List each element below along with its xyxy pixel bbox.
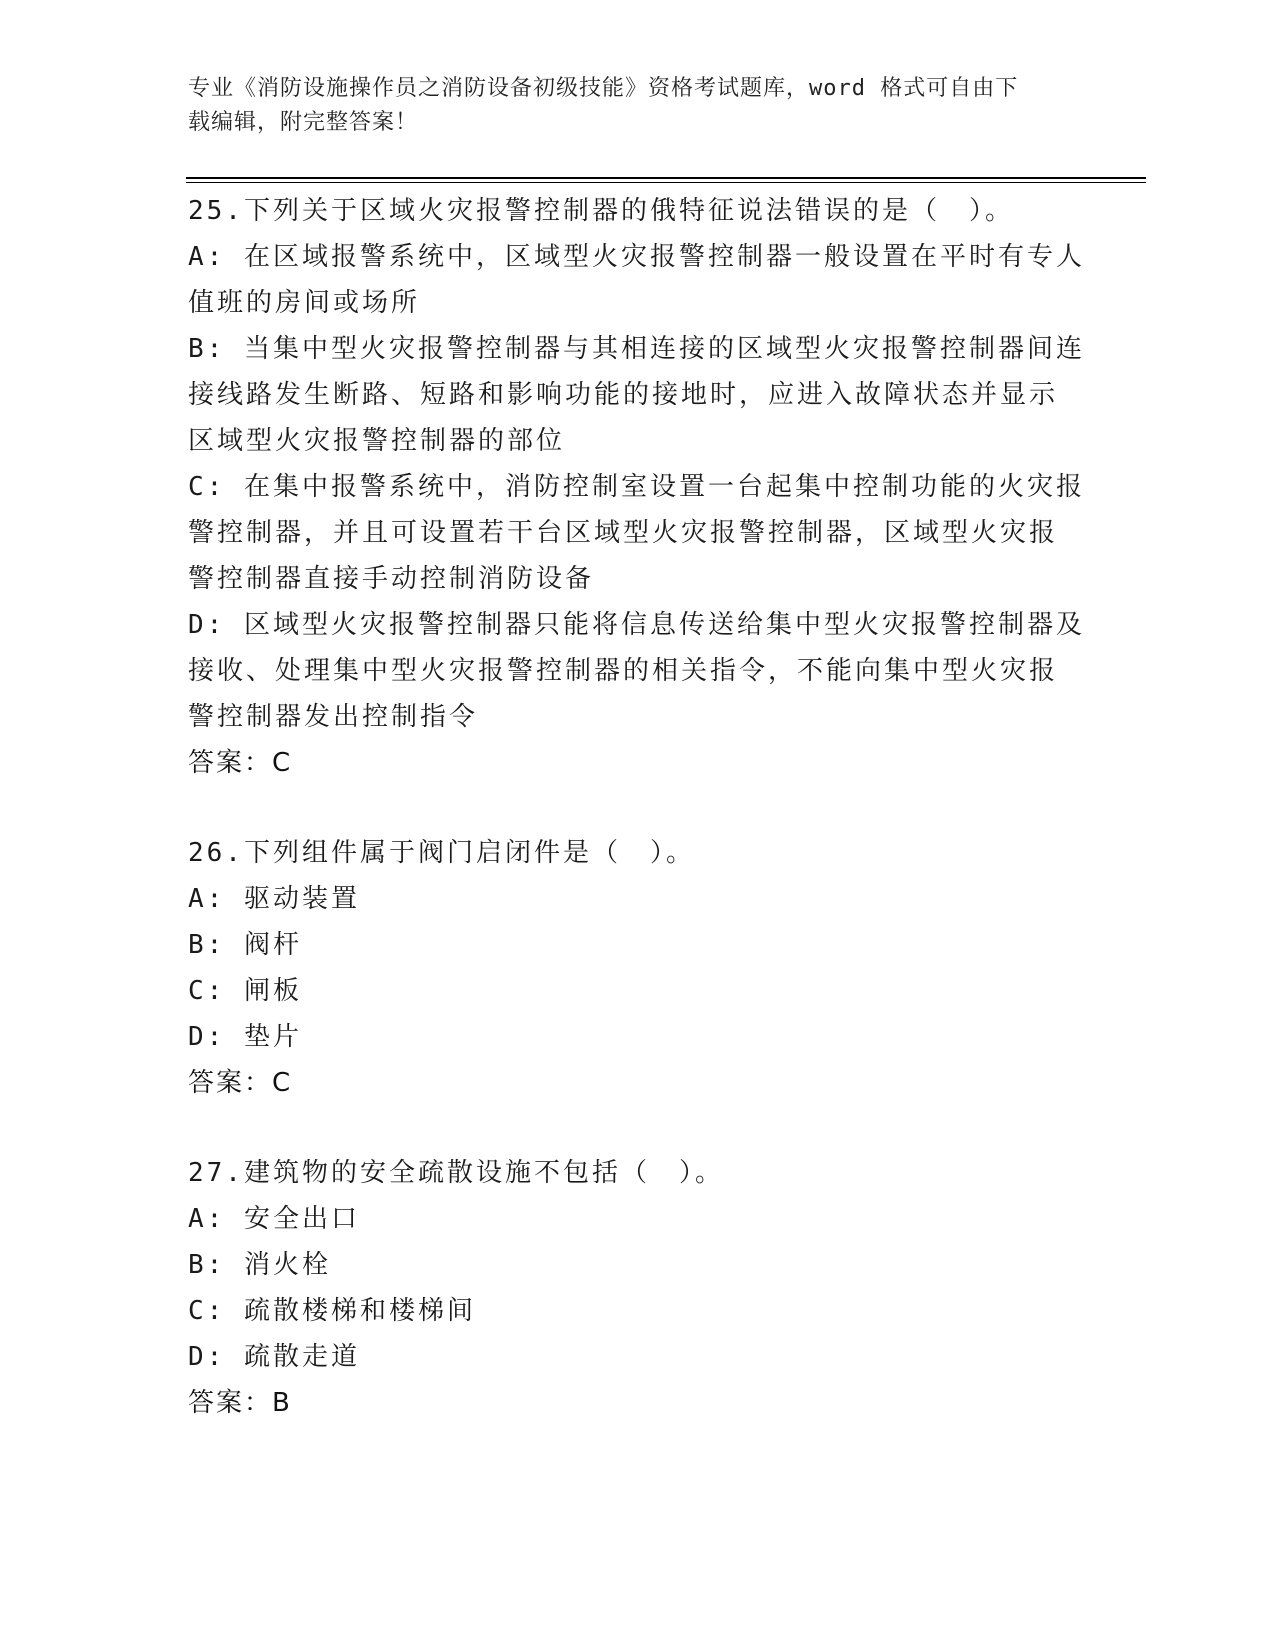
option-line: A: 在区域报警系统中，区域型火灾报警控制器一般设置在平时有专人 — [188, 242, 1085, 272]
option-line: 警控制器，并且可设置若干台区域型火灾报警控制器，区域型火灾报 — [188, 518, 1059, 548]
option-line: 值班的房间或场所 — [188, 288, 421, 318]
option-c: C: 闸板 — [188, 976, 302, 1006]
question-25 — [188, 188, 1088, 786]
option-line: B: 当集中型火灾报警控制器与其相连接的区域型火灾报警控制器间连 — [188, 334, 1085, 364]
question-stem: 26.下列组件属于阀门启闭件是（ ）。 — [188, 838, 695, 868]
answer-label: 答案：C — [188, 1068, 293, 1098]
option-c: C: 疏散楼梯和楼梯间 — [188, 1296, 476, 1326]
answer-label: 答案：B — [188, 1388, 292, 1418]
option-d: D: 疏散走道 — [188, 1342, 360, 1372]
header-line-2: 载编辑，附完整答案！ — [188, 110, 419, 135]
option-line: 区域型火灾报警控制器的部位 — [188, 426, 566, 456]
option-c — [188, 464, 1088, 602]
option-line: 接线路发生断路、短路和影响功能的接地时，应进入故障状态并显示 — [188, 380, 1059, 410]
option-d: D: 垫片 — [188, 1022, 302, 1052]
option-line: C: 在集中报警系统中，消防控制室设置一台起集中控制功能的火灾报 — [188, 472, 1085, 502]
question-stem: 25.下列关于区域火灾报警控制器的俄特征说法错误的是（ ）。 — [188, 196, 1014, 226]
header-divider-thick — [186, 177, 1146, 179]
question-list — [188, 188, 1088, 1470]
option-line: 接收、处理集中型火灾报警控制器的相关指令，不能向集中型火灾报 — [188, 656, 1059, 686]
option-line: D: 区域型火灾报警控制器只能将信息传送给集中型火灾报警控制器及 — [188, 610, 1085, 640]
header-divider-thin — [186, 182, 1146, 183]
option-b: B: 阀杆 — [188, 930, 302, 960]
option-a: A: 安全出口 — [188, 1204, 360, 1234]
option-a: A: 驱动装置 — [188, 884, 360, 914]
option-b — [188, 326, 1088, 464]
option-b: B: 消火栓 — [188, 1250, 331, 1280]
option-a — [188, 234, 1088, 326]
option-line: 警控制器发出控制指令 — [188, 702, 479, 732]
question-26 — [188, 830, 1088, 1106]
header-line-1: 专业《消防设施操作员之消防设备初级技能》资格考试题库，word 格式可自由下 — [188, 76, 1019, 101]
option-d — [188, 602, 1088, 740]
document-header — [188, 72, 1088, 140]
question-stem: 27.建筑物的安全疏散设施不包括（ ）。 — [188, 1158, 724, 1188]
question-27 — [188, 1150, 1088, 1426]
answer-label: 答案：C — [188, 748, 293, 778]
option-line: 警控制器直接手动控制消防设备 — [188, 564, 595, 594]
